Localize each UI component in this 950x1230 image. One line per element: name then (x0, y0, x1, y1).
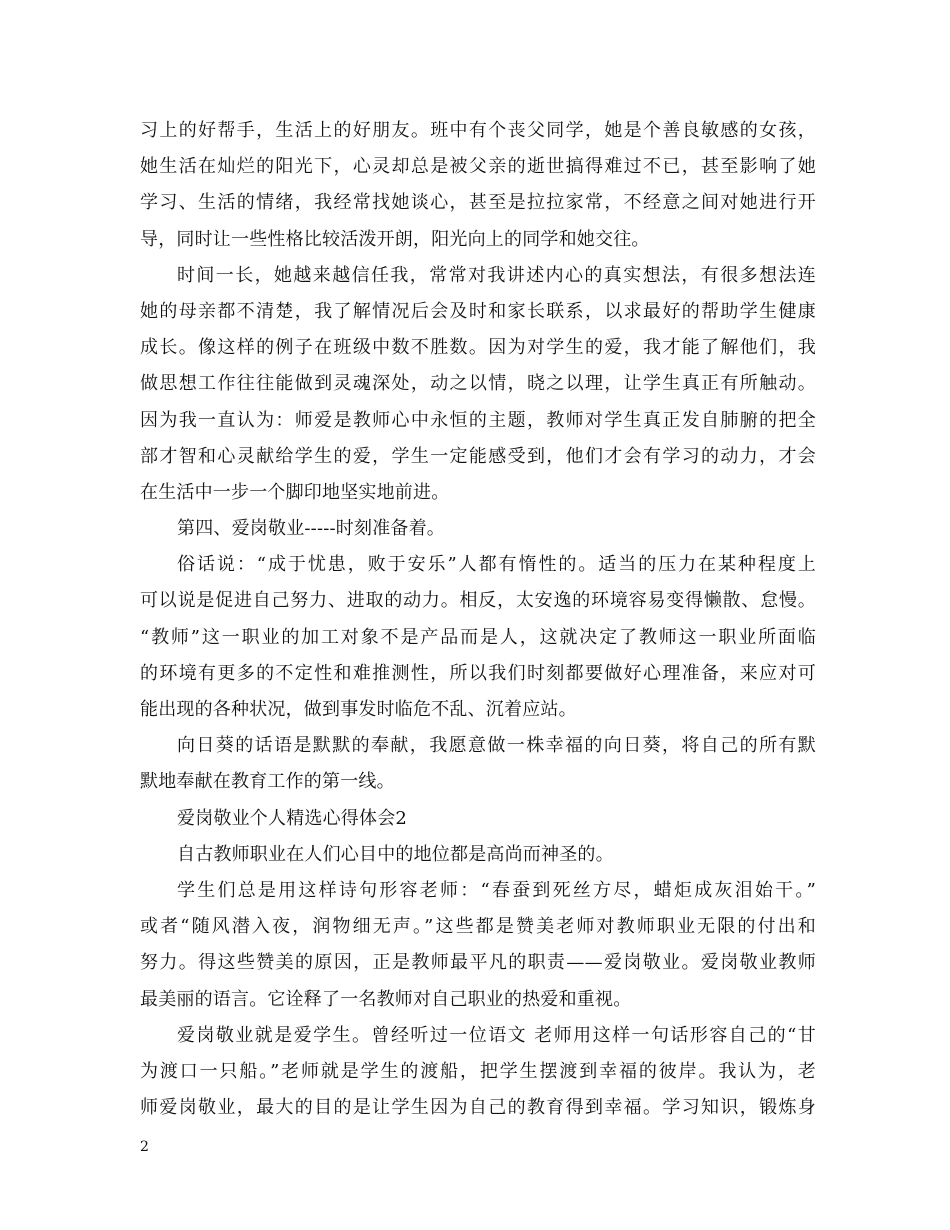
text-line: 努力。得这些赞美的原因，正是教师最平凡的职责——爱岗敬业。爱岗敬业教师 (140, 952, 816, 974)
text-line: 可以说是促进自己努力、进取的动力。相反，太安逸的环境容易变得懒散、怠慢。 (140, 590, 816, 612)
body-text (140, 113, 816, 1126)
text-line: 第四、爱岗敬业-----时刻准备着。 (177, 518, 446, 540)
text-line: 的环境有更多的不定性和难推测性，所以我们时刻都要做好心理准备，来应对可 (140, 662, 816, 684)
text-line: 默地奉献在教育工作的第一线。 (140, 771, 395, 793)
text-line: 学生们总是用这样诗句形容老师：“春蚕到死丝方尽，蜡炬成灰泪始干。” (177, 879, 816, 901)
text-line: 习上的好帮手，生活上的好朋友。班中有个丧父同学，她是个善良敏感的女孩， (140, 120, 816, 141)
text-line: 做思想工作往往能做到灵魂深处，动之以情，晓之以理，让学生真正有所触动。 (140, 373, 816, 395)
text-line: 学习、生活的情绪，我经常找她谈心，甚至是拉拉家常，不经意之间对她进行开 (140, 192, 816, 214)
text-line: 成长。像这样的例子在班级中数不胜数。因为对学生的爱，我才能了解他们，我 (140, 337, 816, 359)
text-line: 时间一长，她越来越信任我，常常对我讲述内心的真实想法，有很多想法连 (177, 264, 816, 286)
text-line: 她生活在灿烂的阳光下，心灵却总是被父亲的逝世搞得难过不已，甚至影响了她 (140, 156, 816, 178)
text-line: 部才智和心灵献给学生的爱，学生一定能感受到，他们才会有学习的动力，才会 (140, 445, 816, 467)
text-line: “教师”这一职业的加工对象不是产品而是人，这就决定了教师这一职业所面临 (140, 626, 816, 648)
text-line: 师爱岗敬业，最大的目的是让学生因为自己的教育得到幸福。学习知识，锻炼身 (140, 1097, 816, 1119)
text-line: 向日葵的话语是默默的奉献，我愿意做一株幸福的向日葵，将自己的所有默 (177, 735, 816, 757)
text-line: 她的母亲都不清楚，我了解情况后会及时和家长联系，以求最好的帮助学生健康 (140, 300, 816, 322)
text-line: 能出现的各种状况，做到事发时临危不乱、沉着应站。 (140, 699, 577, 720)
text-line: 导，同时让一些性格比较活泼开朗，阳光向上的同学和她交往。 (140, 228, 650, 250)
text-line: 自古教师职业在人们心目中的地位都是高尚而神圣的。 (177, 843, 614, 865)
text-line: 在生活中一步一个脚印地坚实地前进。 (140, 481, 450, 503)
text-line: 最美丽的语言。它诠释了一名教师对自己职业的热爱和重视。 (140, 988, 632, 1010)
text-line: 俗话说：“成于忧患，败于安乐”人都有惰性的。适当的压力在某种程度上 (177, 554, 816, 576)
text-line: 或者“随风潜入夜，润物细无声。”这些都是赞美老师对教师职业无限的付出和 (140, 916, 816, 938)
text-line: 爱岗敬业就是爱学生。曾经听过一位语文 老师用这样一句话形容自己的“甘 (177, 1024, 816, 1046)
page-number: 2 (140, 1139, 149, 1155)
text-line: 为渡口一只船。”老师就是学生的渡船，把学生摆渡到幸福的彼岸。我认为，老 (140, 1060, 816, 1082)
text-line: 爱岗敬业个人精选心得体会2 (177, 807, 408, 829)
text-line: 因为我一直认为：师爱是教师心中永恒的主题，教师对学生真正发自肺腑的把全 (140, 409, 816, 431)
